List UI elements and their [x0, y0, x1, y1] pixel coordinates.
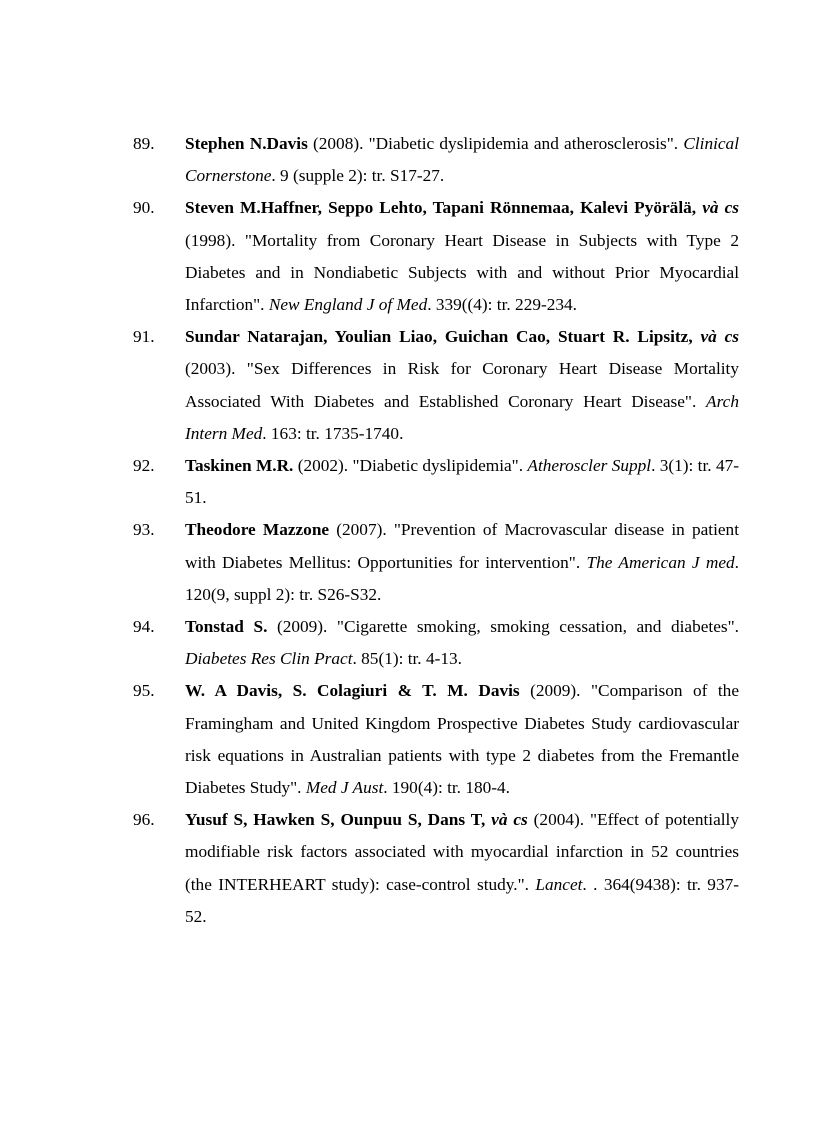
reference-year: (1998). — [185, 230, 245, 250]
reference-title: "Cigarette smoking, smoking cessation, and diabetes". — [336, 617, 739, 637]
reference-list — [133, 128, 739, 933]
reference-details: . 339((4): tr. 229-234. — [427, 295, 577, 315]
reference-journal: Atheroscler Suppl — [527, 456, 652, 476]
reference-text — [185, 321, 739, 450]
reference-text — [185, 192, 739, 321]
reference-details: . 190(4): tr. 180-4. — [383, 778, 510, 798]
reference-item — [133, 321, 739, 450]
reference-text — [185, 514, 739, 611]
reference-text — [185, 804, 739, 933]
reference-journal: Diabetes Res Clin Pract — [185, 649, 353, 669]
reference-number: 90. — [133, 198, 155, 218]
reference-authors: Stephen N.Davis — [185, 134, 308, 153]
reference-item — [133, 804, 739, 933]
reference-details: . 120(9, suppl 2): tr. S26-S32. — [185, 552, 739, 604]
reference-details: . 163: tr. 1735-1740. — [262, 423, 404, 443]
reference-journal: Clinical Cornerstone — [185, 134, 739, 186]
reference-authors: Tonstad S. — [185, 617, 268, 637]
reference-authors: W. A Davis, S. Colagiuri & T. M. Davis — [185, 681, 520, 701]
reference-text — [185, 675, 739, 804]
reference-item — [133, 450, 739, 514]
reference-text — [185, 128, 739, 192]
reference-text — [185, 611, 739, 675]
reference-title: "Effect of potentially modifiable risk factors associated with myocardial infarction in 52 countries (the INTERHEART study): case-control study.". — [185, 810, 739, 894]
reference-title: "Comparison of the Framingham and United Kingdom Prospective Diabetes Study cardiovascular risk equations in Australian patients with type 2 diabetes from the Fremantle Diabetes Study". — [185, 681, 739, 798]
reference-details: . 85(1): tr. 4-13. — [352, 649, 462, 669]
reference-journal: New England J of Med — [268, 295, 428, 315]
reference-title: "Diabetic dyslipidemia". — [352, 456, 528, 476]
reference-journal: Med J Aust — [305, 778, 384, 798]
reference-journal: The American J med — [586, 552, 735, 572]
reference-authors: Steven M.Haffner, Seppo Lehto, Tapani Rönnemaa, Kalevi Pyörälä, và cs — [185, 198, 739, 218]
reference-details: . 3(1): tr. 47-51. — [185, 456, 739, 508]
reference-year: (2004). — [527, 810, 590, 830]
reference-journal: Lancet — [535, 874, 583, 894]
reference-year: (2008). — [307, 134, 369, 153]
reference-year: (2009). — [519, 681, 591, 701]
reference-number: 96. — [133, 810, 155, 830]
reference-item — [133, 514, 739, 611]
reference-year: (2002). — [293, 456, 353, 476]
reference-details: . 9 (supple 2): tr. S17-27. — [271, 166, 445, 186]
reference-title: "Sex Differences in Risk for Coronary Heart Disease Mortality Associated With Diabetes and Established Coronary Heart Disease". — [185, 359, 739, 411]
reference-authors: Sundar Natarajan, Youlian Liao, Guichan Cao, Stuart R. Lipsitz, và cs — [185, 327, 739, 347]
reference-number: 92. — [133, 456, 155, 476]
reference-number: 93. — [133, 520, 155, 540]
reference-number: 89. — [133, 134, 155, 153]
reference-item — [133, 675, 739, 804]
reference-item — [133, 611, 739, 675]
reference-year: (2003). — [185, 359, 247, 379]
reference-authors: Yusuf S, Hawken S, Ounpuu S, Dans T, và cs — [185, 810, 528, 830]
reference-item — [133, 128, 739, 192]
reference-authors: Taskinen M.R. — [185, 456, 294, 476]
reference-title: "Mortality from Coronary Heart Disease in Subjects with Type 2 Diabetes and in Nondiabetic Subjects with and without Prior Myocardial Infarction". — [185, 230, 739, 315]
reference-title: "Diabetic dyslipidemia and atherosclerosis". — [368, 134, 684, 153]
reference-year: (2007). — [329, 520, 394, 540]
reference-year: (2009). — [267, 617, 337, 637]
reference-journal: Arch Intern Med — [185, 391, 739, 443]
reference-number: 94. — [133, 617, 155, 637]
reference-text — [185, 450, 739, 514]
reference-number: 95. — [133, 681, 155, 701]
reference-item — [133, 192, 739, 321]
reference-number: 91. — [133, 327, 155, 347]
reference-details: . . 364(9438): tr. 937-52. — [185, 874, 739, 926]
reference-title: "Prevention of Macrovascular disease in patient with Diabetes Mellitus: Opportunities for intervention". — [185, 520, 739, 572]
reference-authors: Theodore Mazzone — [185, 520, 330, 540]
